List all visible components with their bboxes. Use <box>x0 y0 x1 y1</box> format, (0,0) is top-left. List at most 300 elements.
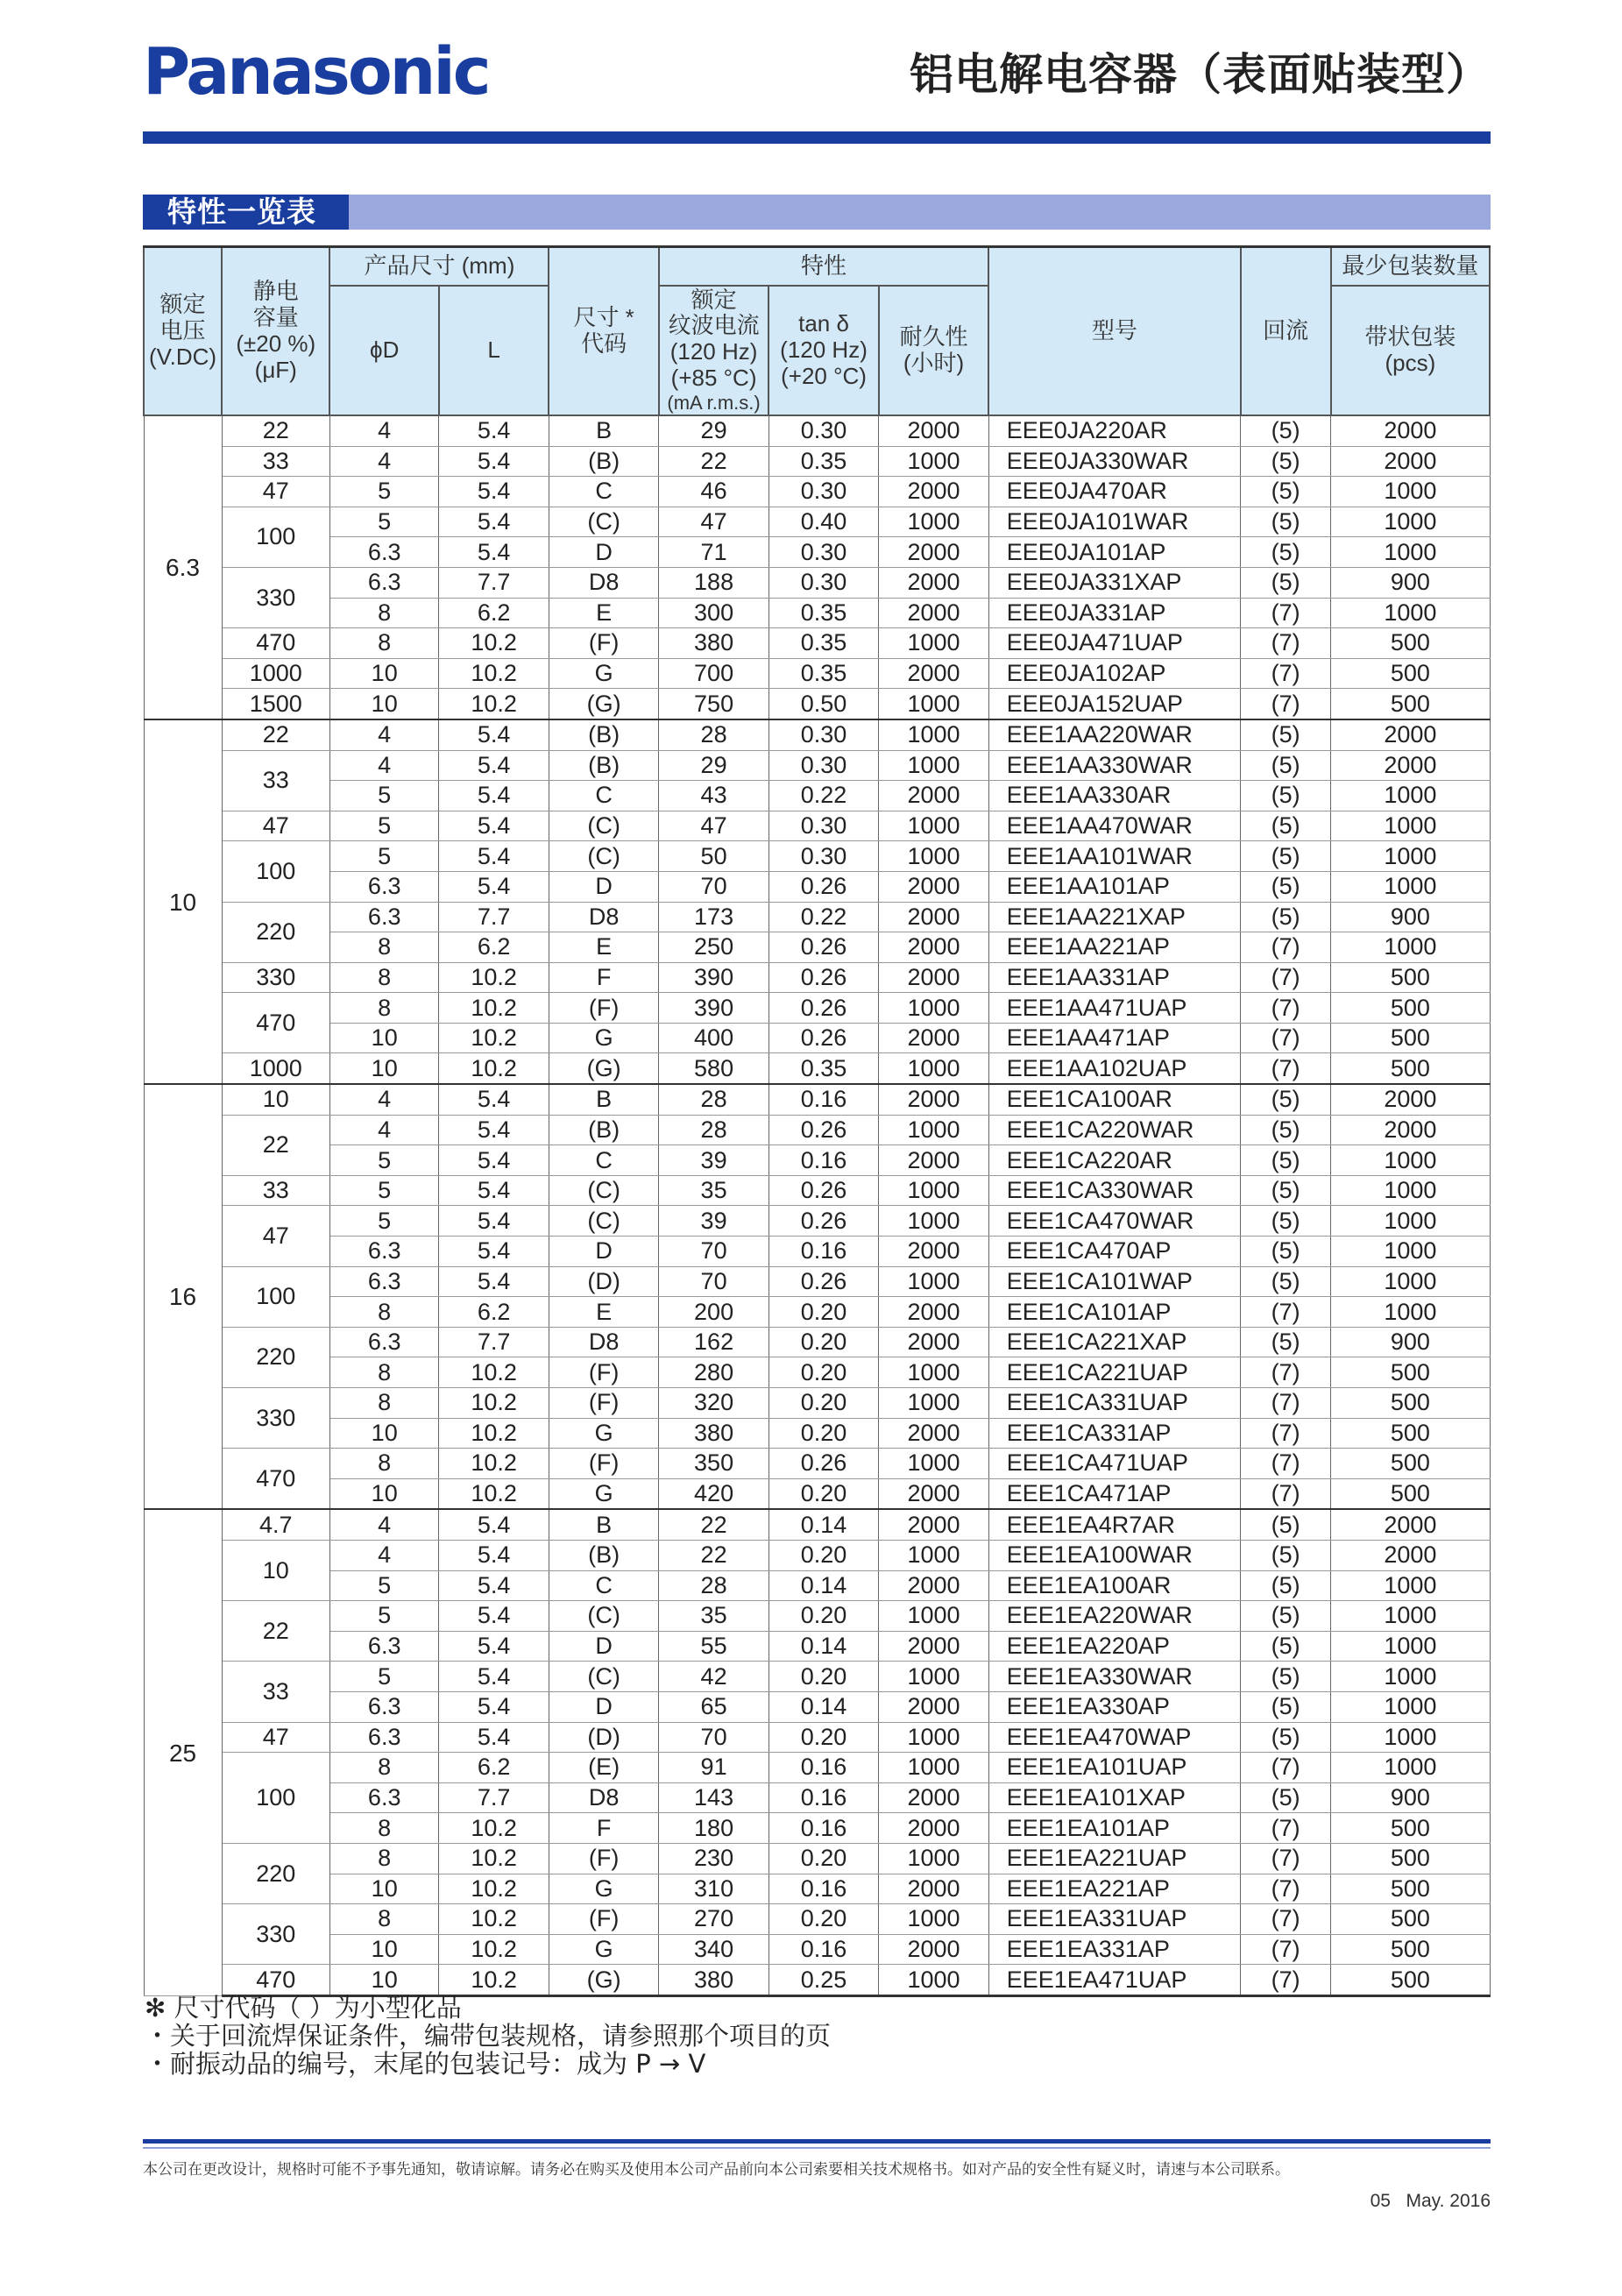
cell-taping-qty: 1000 <box>1331 1691 1490 1722</box>
cell-tan-delta: 0.20 <box>769 1662 878 1692</box>
cell-part-number: EEE1CA330WAR <box>988 1175 1240 1206</box>
table-row <box>144 902 1490 932</box>
cell-taping-qty: 500 <box>1331 1357 1490 1388</box>
cell-endurance: 2000 <box>879 1813 988 1844</box>
cell-taping-qty: 500 <box>1331 1449 1490 1479</box>
cell-size-code: B <box>549 415 658 446</box>
cell-length: 5.4 <box>439 1662 549 1692</box>
cell-part-number: EEE1EA471UAP <box>988 1965 1240 1996</box>
cell-length: 10.2 <box>439 689 549 719</box>
cell-part-number: EEE0JA102AP <box>988 658 1240 689</box>
cell-phi-d: 10 <box>329 1478 438 1509</box>
cell-ripple-current: 380 <box>659 1965 769 1996</box>
cell-tan-delta: 0.30 <box>769 811 878 841</box>
table-row <box>144 477 1490 507</box>
cell-reflow: (5) <box>1241 781 1331 811</box>
cell-ripple-current: 65 <box>659 1691 769 1722</box>
cell-phi-d: 8 <box>329 1297 438 1328</box>
cell-capacitance: 470 <box>222 1449 329 1510</box>
cell-phi-d: 10 <box>329 689 438 719</box>
cell-phi-d: 5 <box>329 1145 438 1176</box>
cell-reflow: (5) <box>1241 1722 1331 1753</box>
cell-length: 10.2 <box>439 993 549 1024</box>
table-row <box>144 1934 1490 1965</box>
cell-phi-d: 8 <box>329 993 438 1024</box>
header-length: L <box>439 286 549 415</box>
header-endurance: 耐久性 (小时) <box>879 286 988 415</box>
cell-tan-delta: 0.20 <box>769 1540 878 1570</box>
cell-endurance: 1000 <box>879 1601 988 1632</box>
cell-ripple-current: 70 <box>659 1266 769 1297</box>
cell-ripple-current: 400 <box>659 1023 769 1053</box>
cell-phi-d: 5 <box>329 1601 438 1632</box>
cell-part-number: EEE1EA220AP <box>988 1631 1240 1662</box>
header-size-code: 尺寸 * 代码 <box>549 247 658 416</box>
cell-tan-delta: 0.20 <box>769 1843 878 1874</box>
cell-size-code: (E) <box>549 1753 658 1783</box>
cell-reflow: (5) <box>1241 1540 1331 1570</box>
cell-size-code: B <box>549 1084 658 1115</box>
table-row <box>144 507 1490 537</box>
cell-capacitance: 1500 <box>222 689 329 719</box>
cell-ripple-current: 390 <box>659 993 769 1024</box>
cell-tan-delta: 0.20 <box>769 1904 878 1935</box>
cell-length: 5.4 <box>439 537 549 568</box>
cell-size-code: (C) <box>549 1206 658 1237</box>
table-row <box>144 719 1490 750</box>
cell-length: 5.4 <box>439 871 549 902</box>
cell-tan-delta: 0.20 <box>769 1418 878 1449</box>
cell-tan-delta: 0.14 <box>769 1691 878 1722</box>
table-row <box>144 1175 1490 1206</box>
cell-phi-d: 8 <box>329 1843 438 1874</box>
cell-endurance: 2000 <box>879 1297 988 1328</box>
cell-endurance: 2000 <box>879 1782 988 1813</box>
brand-logo: Panasonic <box>143 34 489 110</box>
table-row <box>144 1145 1490 1176</box>
cell-length: 10.2 <box>439 658 549 689</box>
cell-taping-qty: 1000 <box>1331 1297 1490 1328</box>
cell-endurance: 2000 <box>879 871 988 902</box>
cell-taping-qty: 500 <box>1331 1843 1490 1874</box>
cell-part-number: EEE1EA330AP <box>988 1691 1240 1722</box>
cell-capacitance: 220 <box>222 1843 329 1903</box>
cell-taping-qty: 500 <box>1331 1478 1490 1509</box>
table-row <box>144 1843 1490 1874</box>
cell-endurance: 2000 <box>879 1237 988 1267</box>
cell-endurance: 2000 <box>879 415 988 446</box>
cell-taping-qty: 1000 <box>1331 932 1490 963</box>
cell-length: 5.4 <box>439 1175 549 1206</box>
header-rule <box>143 131 1491 144</box>
cell-reflow: (5) <box>1241 841 1331 872</box>
cell-size-code: (C) <box>549 1662 658 1692</box>
header-part-number: 型号 <box>988 247 1240 416</box>
cell-size-code: F <box>549 962 658 993</box>
cell-capacitance: 100 <box>222 1753 329 1844</box>
cell-reflow: (5) <box>1241 1691 1331 1722</box>
cell-endurance: 1000 <box>879 1843 988 1874</box>
cell-endurance: 2000 <box>879 1145 988 1176</box>
cell-phi-d: 10 <box>329 1934 438 1965</box>
cell-length: 10.2 <box>439 1874 549 1904</box>
cell-phi-d: 8 <box>329 628 438 659</box>
cell-size-code: (C) <box>549 1175 658 1206</box>
cell-reflow: (5) <box>1241 1084 1331 1115</box>
page-info <box>1371 2191 1491 2212</box>
cell-size-code: E <box>549 932 658 963</box>
footnote: ・耐振动品的编号，末尾的包装记号：成为 P → V <box>145 2049 706 2079</box>
cell-length: 5.4 <box>439 1206 549 1237</box>
cell-reflow: (5) <box>1241 1266 1331 1297</box>
cell-part-number: EEE1EA101XAP <box>988 1782 1240 1813</box>
cell-length: 10.2 <box>439 1388 549 1419</box>
cell-part-number: EEE1AA221AP <box>988 932 1240 963</box>
cell-taping-qty: 1000 <box>1331 1237 1490 1267</box>
cell-endurance: 1000 <box>879 1357 988 1388</box>
cell-ripple-current: 230 <box>659 1843 769 1874</box>
cell-phi-d: 6.3 <box>329 1327 438 1357</box>
table-row <box>144 1418 1490 1449</box>
cell-endurance: 2000 <box>879 1874 988 1904</box>
header-voltage: 额定 电压 (V.DC) <box>144 247 222 416</box>
cell-reflow: (5) <box>1241 811 1331 841</box>
cell-capacitance: 47 <box>222 477 329 507</box>
cell-ripple-current: 320 <box>659 1388 769 1419</box>
header-phi-d: ϕD <box>329 286 438 415</box>
cell-endurance: 1000 <box>879 1753 988 1783</box>
cell-size-code: (G) <box>549 1965 658 1996</box>
cell-capacitance: 470 <box>222 1965 329 1996</box>
cell-reflow: (7) <box>1241 1934 1331 1965</box>
cell-reflow: (7) <box>1241 598 1331 628</box>
table-row <box>144 1357 1490 1388</box>
cell-size-code: (B) <box>549 446 658 477</box>
cell-tan-delta: 0.35 <box>769 658 878 689</box>
cell-tan-delta: 0.16 <box>769 1145 878 1176</box>
cell-size-code: D <box>549 871 658 902</box>
cell-voltage: 10 <box>144 719 222 1084</box>
cell-ripple-current: 28 <box>659 1570 769 1601</box>
header-capacitance: 静电 容量 (±20 %) (μF) <box>222 247 329 416</box>
cell-ripple-current: 310 <box>659 1874 769 1904</box>
cell-reflow: (5) <box>1241 1662 1331 1692</box>
cell-size-code: C <box>549 1570 658 1601</box>
table-row <box>144 537 1490 568</box>
cell-part-number: EEE1CA221UAP <box>988 1357 1240 1388</box>
table-row <box>144 1084 1490 1115</box>
cell-length: 5.4 <box>439 1570 549 1601</box>
cell-size-code: (F) <box>549 1904 658 1935</box>
cell-tan-delta: 0.20 <box>769 1327 878 1357</box>
table-row <box>144 993 1490 1024</box>
table-row <box>144 1388 1490 1419</box>
cell-taping-qty: 1000 <box>1331 1206 1490 1237</box>
cell-size-code: G <box>549 1418 658 1449</box>
cell-tan-delta: 0.26 <box>769 1449 878 1479</box>
cell-length: 10.2 <box>439 1934 549 1965</box>
cell-ripple-current: 35 <box>659 1175 769 1206</box>
cell-tan-delta: 0.22 <box>769 902 878 932</box>
cell-part-number: EEE1EA101UAP <box>988 1753 1240 1783</box>
cell-size-code: D <box>549 537 658 568</box>
cell-reflow: (7) <box>1241 932 1331 963</box>
cell-endurance: 1000 <box>879 811 988 841</box>
cell-reflow: (5) <box>1241 567 1331 598</box>
cell-taping-qty: 1000 <box>1331 871 1490 902</box>
cell-voltage: 25 <box>144 1509 222 1995</box>
cell-size-code: C <box>549 781 658 811</box>
cell-reflow: (7) <box>1241 1023 1331 1053</box>
cell-part-number: EEE1EA470WAP <box>988 1722 1240 1753</box>
cell-part-number: EEE1EA100WAR <box>988 1540 1240 1570</box>
table-row <box>144 1053 1490 1084</box>
table-row <box>144 1662 1490 1692</box>
cell-endurance: 2000 <box>879 962 988 993</box>
cell-phi-d: 4 <box>329 1115 438 1145</box>
cell-endurance: 1000 <box>879 1965 988 1996</box>
cell-capacitance: 33 <box>222 446 329 477</box>
cell-capacitance: 330 <box>222 962 329 993</box>
cell-endurance: 1000 <box>879 750 988 781</box>
cell-capacitance: 470 <box>222 993 329 1053</box>
cell-size-code: D <box>549 1631 658 1662</box>
cell-taping-qty: 500 <box>1331 1965 1490 1996</box>
cell-capacitance: 1000 <box>222 1053 329 1084</box>
header-tan-delta: tan δ (120 Hz) (+20 °C) <box>769 286 878 415</box>
cell-tan-delta: 0.26 <box>769 1175 878 1206</box>
cell-phi-d: 6.3 <box>329 871 438 902</box>
cell-taping-qty: 900 <box>1331 902 1490 932</box>
cell-length: 5.4 <box>439 1631 549 1662</box>
cell-length: 5.4 <box>439 781 549 811</box>
cell-size-code: (F) <box>549 1449 658 1479</box>
cell-ripple-current: 700 <box>659 658 769 689</box>
cell-size-code: (B) <box>549 1115 658 1145</box>
cell-endurance: 1000 <box>879 1053 988 1084</box>
footer-disclaimer: 本公司在更改设计，规格时可能不予事先通知，敬请谅解。请务必在购买及使用本公司产品前向本公司索要相关技术规格书。如对产品的安全性有疑义时，请速与本公司联系。 <box>143 2161 1290 2179</box>
cell-capacitance: 33 <box>222 750 329 811</box>
cell-endurance: 2000 <box>879 598 988 628</box>
cell-reflow: (5) <box>1241 1601 1331 1632</box>
cell-ripple-current: 350 <box>659 1449 769 1479</box>
cell-reflow: (5) <box>1241 507 1331 537</box>
table-row <box>144 1478 1490 1509</box>
table-row <box>144 567 1490 598</box>
cell-ripple-current: 29 <box>659 750 769 781</box>
cell-length: 10.2 <box>439 962 549 993</box>
cell-endurance: 1000 <box>879 1388 988 1419</box>
cell-capacitance: 22 <box>222 1601 329 1662</box>
cell-capacitance: 4.7 <box>222 1509 329 1540</box>
cell-length: 5.4 <box>439 507 549 537</box>
cell-reflow: (7) <box>1241 1478 1331 1509</box>
cell-phi-d: 6.3 <box>329 537 438 568</box>
cell-ripple-current: 91 <box>659 1753 769 1783</box>
cell-length: 5.4 <box>439 415 549 446</box>
cell-part-number: EEE1CA470WAR <box>988 1206 1240 1237</box>
table-row <box>144 1449 1490 1479</box>
cell-phi-d: 4 <box>329 719 438 750</box>
cell-capacitance: 220 <box>222 902 329 962</box>
table-row <box>144 1753 1490 1783</box>
cell-endurance: 1000 <box>879 1449 988 1479</box>
cell-capacitance: 100 <box>222 1266 329 1327</box>
cell-part-number: EEE0JA220AR <box>988 415 1240 446</box>
cell-reflow: (7) <box>1241 1418 1331 1449</box>
cell-size-code: D8 <box>549 902 658 932</box>
cell-size-code: C <box>549 477 658 507</box>
cell-phi-d: 8 <box>329 932 438 963</box>
cell-part-number: EEE1AA221XAP <box>988 902 1240 932</box>
cell-capacitance: 22 <box>222 1115 329 1175</box>
cell-phi-d: 6.3 <box>329 567 438 598</box>
cell-endurance: 1000 <box>879 1722 988 1753</box>
cell-size-code: D8 <box>549 1327 658 1357</box>
cell-capacitance: 33 <box>222 1662 329 1722</box>
cell-taping-qty: 2000 <box>1331 446 1490 477</box>
cell-part-number: EEE1EA4R7AR <box>988 1509 1240 1540</box>
header-taping: 带状包装 (pcs) <box>1331 286 1490 415</box>
cell-tan-delta: 0.35 <box>769 446 878 477</box>
cell-part-number: EEE1AA220WAR <box>988 719 1240 750</box>
cell-reflow: (5) <box>1241 446 1331 477</box>
cell-endurance: 2000 <box>879 902 988 932</box>
cell-reflow: (7) <box>1241 1449 1331 1479</box>
cell-length: 5.4 <box>439 477 549 507</box>
cell-length: 5.4 <box>439 1509 549 1540</box>
cell-reflow: (5) <box>1241 1115 1331 1145</box>
cell-taping-qty: 900 <box>1331 567 1490 598</box>
cell-phi-d: 8 <box>329 1753 438 1783</box>
cell-tan-delta: 0.16 <box>769 1753 878 1783</box>
table-row <box>144 1237 1490 1267</box>
header-characteristics: 特性 <box>659 247 988 287</box>
cell-phi-d: 5 <box>329 1175 438 1206</box>
cell-taping-qty: 2000 <box>1331 719 1490 750</box>
header-reflow: 回流 <box>1241 247 1331 416</box>
cell-taping-qty: 500 <box>1331 993 1490 1024</box>
cell-phi-d: 10 <box>329 1874 438 1904</box>
cell-taping-qty: 500 <box>1331 1874 1490 1904</box>
cell-tan-delta: 0.35 <box>769 598 878 628</box>
table-row <box>144 1327 1490 1357</box>
table-row <box>144 628 1490 659</box>
cell-ripple-current: 46 <box>659 477 769 507</box>
cell-length: 6.2 <box>439 1753 549 1783</box>
cell-size-code: (C) <box>549 811 658 841</box>
cell-tan-delta: 0.20 <box>769 1388 878 1419</box>
cell-part-number: EEE1EA221UAP <box>988 1843 1240 1874</box>
cell-reflow: (7) <box>1241 1297 1331 1328</box>
cell-taping-qty: 500 <box>1331 1934 1490 1965</box>
cell-length: 10.2 <box>439 628 549 659</box>
cell-phi-d: 6.3 <box>329 1266 438 1297</box>
cell-ripple-current: 380 <box>659 628 769 659</box>
cell-taping-qty: 1000 <box>1331 1631 1490 1662</box>
document-title: 铝电解电容器（表面贴装型） <box>910 49 1491 100</box>
cell-voltage: 16 <box>144 1084 222 1509</box>
cell-ripple-current: 28 <box>659 1084 769 1115</box>
cell-ripple-current: 22 <box>659 446 769 477</box>
cell-reflow: (5) <box>1241 1175 1331 1206</box>
cell-length: 7.7 <box>439 1327 549 1357</box>
cell-ripple-current: 180 <box>659 1813 769 1844</box>
cell-taping-qty: 1000 <box>1331 598 1490 628</box>
cell-size-code: (C) <box>549 507 658 537</box>
cell-capacitance: 220 <box>222 1327 329 1387</box>
cell-tan-delta: 0.14 <box>769 1509 878 1540</box>
cell-size-code: C <box>549 1145 658 1176</box>
table-row <box>144 598 1490 628</box>
cell-taping-qty: 1000 <box>1331 477 1490 507</box>
cell-tan-delta: 0.30 <box>769 537 878 568</box>
cell-size-code: (F) <box>549 993 658 1024</box>
cell-ripple-current: 200 <box>659 1297 769 1328</box>
cell-length: 10.2 <box>439 1843 549 1874</box>
cell-part-number: EEE1CA101AP <box>988 1297 1240 1328</box>
cell-part-number: EEE1CA221XAP <box>988 1327 1240 1357</box>
cell-phi-d: 5 <box>329 477 438 507</box>
cell-ripple-current: 35 <box>659 1601 769 1632</box>
cell-phi-d: 4 <box>329 750 438 781</box>
table-row <box>144 1570 1490 1601</box>
cell-taping-qty: 1000 <box>1331 781 1490 811</box>
table-row <box>144 1813 1490 1844</box>
footnote: ・关于回流焊保证条件，编带包装规格，请参照那个项目的页 <box>145 2021 832 2051</box>
cell-part-number: EEE1AA101WAR <box>988 841 1240 872</box>
table-row <box>144 1782 1490 1813</box>
cell-capacitance: 47 <box>222 1206 329 1266</box>
cell-endurance: 1000 <box>879 1266 988 1297</box>
cell-phi-d: 8 <box>329 1904 438 1935</box>
cell-part-number: EEE0JA331XAP <box>988 567 1240 598</box>
cell-size-code: E <box>549 1297 658 1328</box>
table-row <box>144 962 1490 993</box>
cell-phi-d: 10 <box>329 658 438 689</box>
cell-size-code: D <box>549 1691 658 1722</box>
cell-ripple-current: 250 <box>659 932 769 963</box>
cell-phi-d: 5 <box>329 1206 438 1237</box>
table-row <box>144 1691 1490 1722</box>
cell-part-number: EEE1CA331UAP <box>988 1388 1240 1419</box>
table-row <box>144 1206 1490 1237</box>
cell-part-number: EEE1EA101AP <box>988 1813 1240 1844</box>
cell-phi-d: 8 <box>329 1357 438 1388</box>
cell-phi-d: 6.3 <box>329 1631 438 1662</box>
cell-tan-delta: 0.20 <box>769 1722 878 1753</box>
cell-taping-qty: 1000 <box>1331 1753 1490 1783</box>
cell-taping-qty: 500 <box>1331 689 1490 719</box>
cell-reflow: (7) <box>1241 1053 1331 1084</box>
cell-length: 7.7 <box>439 902 549 932</box>
cell-length: 5.4 <box>439 1266 549 1297</box>
cell-ripple-current: 28 <box>659 719 769 750</box>
cell-length: 7.7 <box>439 567 549 598</box>
cell-part-number: EEE1AA331AP <box>988 962 1240 993</box>
cell-size-code: D <box>549 1237 658 1267</box>
table-row <box>144 658 1490 689</box>
cell-phi-d: 5 <box>329 841 438 872</box>
cell-reflow: (5) <box>1241 1570 1331 1601</box>
cell-length: 5.4 <box>439 811 549 841</box>
header-min-pack: 最少包装数量 <box>1331 247 1490 287</box>
cell-size-code: (C) <box>549 1601 658 1632</box>
cell-length: 6.2 <box>439 932 549 963</box>
cell-ripple-current: 143 <box>659 1782 769 1813</box>
cell-phi-d: 6.3 <box>329 902 438 932</box>
cell-taping-qty: 1000 <box>1331 811 1490 841</box>
